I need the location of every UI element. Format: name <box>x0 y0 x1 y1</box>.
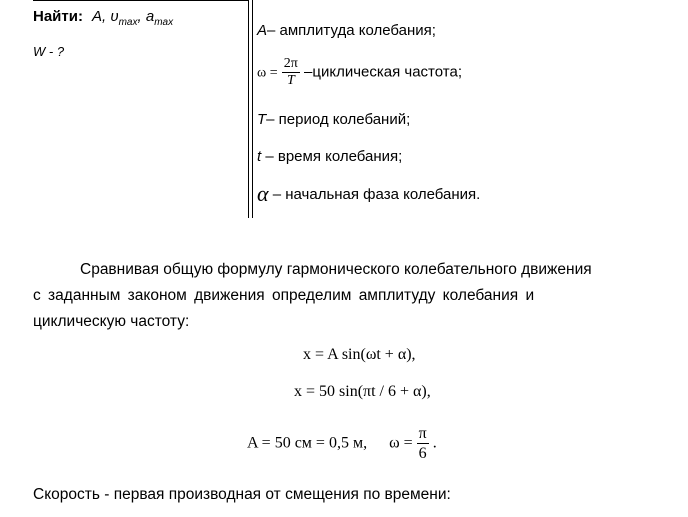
formula-specific: x = 50 sin(πt / 6 + α), <box>294 383 431 400</box>
velocity-line: Скорость - первая производная от смещения по времени: <box>33 486 451 503</box>
paragraph-line-3: циклическую частоту: <box>33 313 190 330</box>
legend-initial-phase: α – начальная фаза колебания. <box>257 181 481 206</box>
omega-pi-over-6: $\frac{\pi}{6}$ <box>418 425 427 462</box>
paragraph-line-2: с заданным законом движения определим амплитуду колебания и <box>33 287 535 304</box>
table-top-border <box>33 0 249 1</box>
paragraph-line-1: Сравнивая общую формулу гармонического колебательного движения <box>80 261 592 278</box>
table-divider-right <box>252 0 253 218</box>
legend-period: T– период колебаний; <box>257 111 411 128</box>
find-variables: A, $\upsilon_{max}$, $a_{max}$ <box>92 8 174 28</box>
formula-general: x = A sin(ωt + α), <box>303 346 416 363</box>
legend-time: t – время колебания; <box>257 148 403 165</box>
table-divider-left <box>248 0 249 218</box>
find-label: Найти: <box>33 8 83 25</box>
find-energy: W - ? <box>33 44 65 59</box>
legend-cyclic-frequency: ω = $\frac{2\pi}{T}$ –циклическая частота; <box>257 56 462 88</box>
legend-amplitude: A– амплитуда колебания; <box>257 22 436 39</box>
formula-amplitude-omega: A = 50 см = 0,5 м, ω = $\frac{\pi}{6}$ . <box>247 425 437 462</box>
omega-fraction: $\frac{2\pi}{T}$ <box>283 56 298 88</box>
